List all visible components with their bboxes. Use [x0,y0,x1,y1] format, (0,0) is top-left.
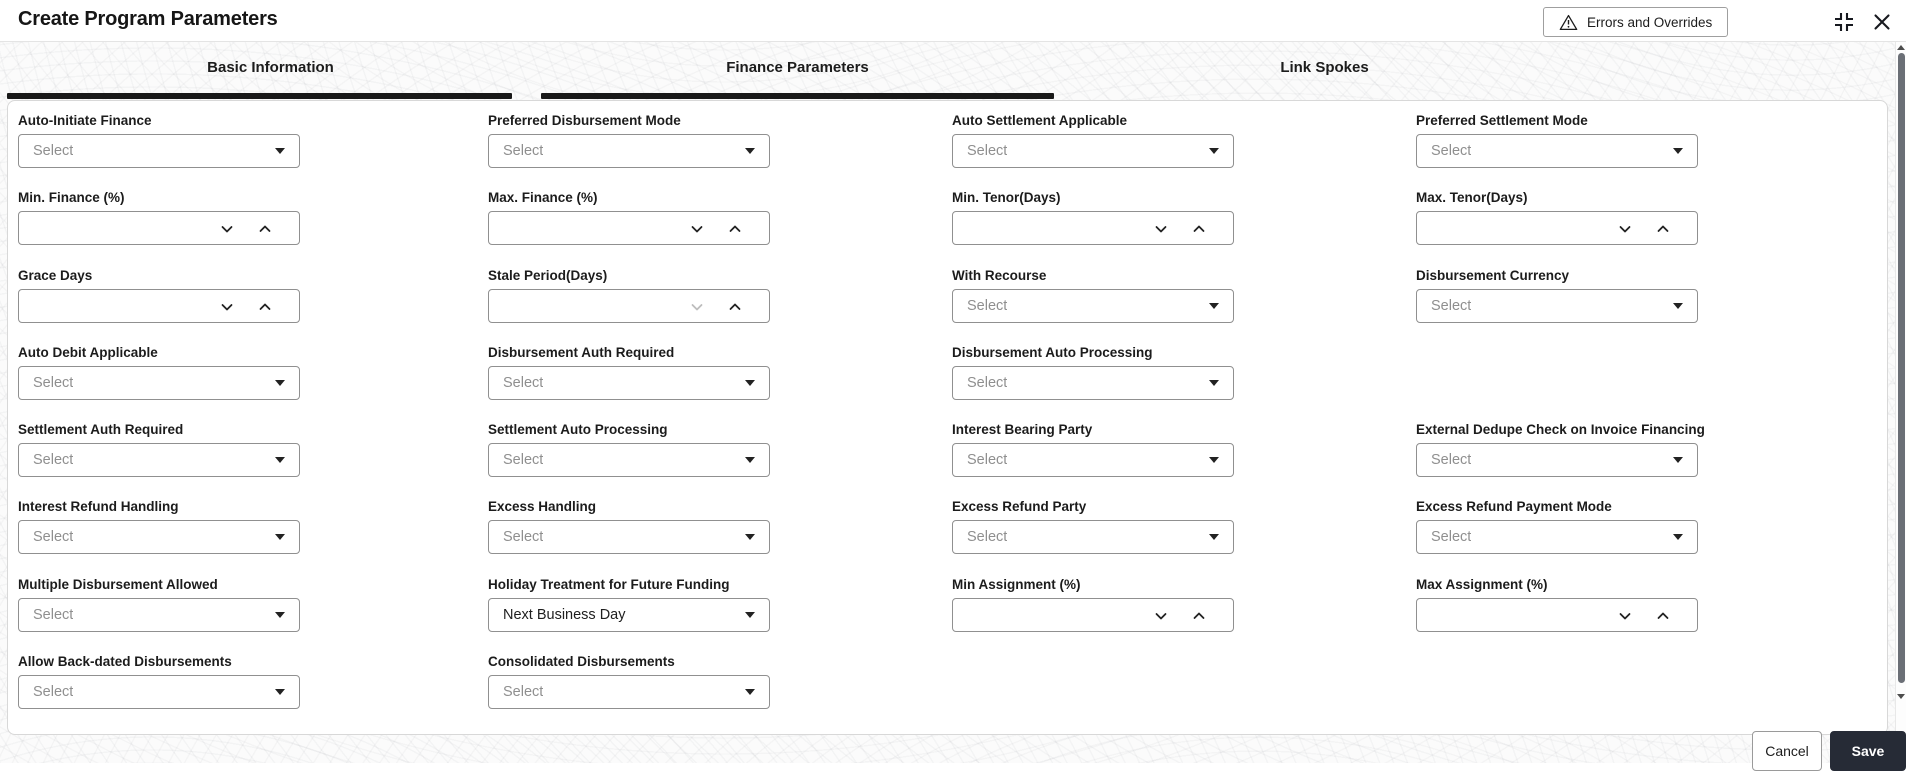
field-label: Max. Finance (%) [488,190,598,206]
spinner-decrement-icon[interactable] [1617,608,1633,624]
select-disbursement-currency[interactable] [1416,289,1698,323]
field-label: Min. Tenor(Days) [952,190,1061,206]
spinner-min-tenor-days[interactable] [952,211,1234,245]
spinner-increment-icon[interactable] [257,299,273,315]
form-field-cell [18,111,488,188]
select-value: Select [967,297,1008,314]
form-field-cell [1416,575,1880,652]
spinner-grace-days[interactable] [18,289,300,323]
dropdown-caret-icon [275,534,285,540]
field-label: With Recourse [952,267,1047,283]
form-field-cell [1416,343,1880,420]
field-label: Interest Refund Handling [18,499,179,515]
form-grid [8,101,1887,729]
dropdown-caret-icon [745,457,755,463]
field-label: Excess Refund Party [952,499,1087,515]
select-excess-handling[interactable] [488,520,770,554]
form-field-cell [488,111,952,188]
select-value: Select [33,606,74,623]
select-value: Select [503,684,544,701]
dropdown-caret-icon [745,534,755,540]
dropdown-caret-icon [275,380,285,386]
select-value: Select [967,374,1008,391]
form-field-cell [1416,266,1880,343]
form-field-cell [488,575,952,652]
select-value: Select [503,529,544,546]
form-field-cell [488,652,952,729]
select-value: Select [33,529,74,546]
form-field-cell [1416,497,1880,574]
form-field-cell [18,343,488,420]
spinner-decrement-icon[interactable] [219,221,235,237]
dropdown-caret-icon [275,457,285,463]
form-field-cell [952,266,1416,343]
spinner-max-finance[interactable] [488,211,770,245]
field-label: Preferred Disbursement Mode [488,113,681,128]
spinner-min-assignment[interactable] [952,598,1234,632]
select-preferred-disbursement-mode[interactable] [488,134,770,168]
form-field-cell [488,188,952,265]
select-auto-initiate-finance[interactable] [18,134,300,168]
spinner-decrement-icon[interactable] [1153,608,1169,624]
spinner-increment-icon[interactable] [1191,608,1207,624]
field-label: Auto Settlement Applicable [952,113,1128,128]
modal-header [0,0,1906,42]
spinner-increment-icon[interactable] [1655,221,1671,237]
wizard-tab-bar [7,42,1588,100]
form-field-cell [1416,652,1880,729]
field-label: Auto Debit Applicable [18,344,158,360]
field-label: Preferred Settlement Mode [1416,113,1588,128]
field-label: Disbursement Currency [1416,267,1570,283]
form-field-cell [952,111,1416,188]
form-field-cell [488,266,952,343]
form-field-cell [952,343,1416,420]
field-label: Disbursement Auto Processing [952,344,1153,360]
form-field-cell [952,188,1416,265]
spinner-increment-icon[interactable] [1655,608,1671,624]
dropdown-caret-icon [745,380,755,386]
close-icon[interactable] [1871,11,1893,33]
dropdown-caret-icon [745,148,755,154]
select-value: Select [33,143,74,159]
spinner-min-finance[interactable] [18,211,300,245]
dropdown-caret-icon [1673,534,1683,540]
select-auto-settlement-applicable[interactable] [952,134,1234,168]
form-field-cell [18,575,488,652]
tab-underline-indicator [7,93,512,99]
select-value: Select [1431,529,1472,546]
select-consolidated-disbursements[interactable] [488,675,770,709]
form-field-cell [1416,420,1880,497]
select-allow-back-dated-disbursements[interactable] [18,675,300,709]
select-holiday-treatment-for-future-funding[interactable] [488,598,770,632]
select-preferred-settlement-mode[interactable] [1416,134,1698,168]
form-field-cell [952,652,1416,729]
select-value: Select [967,452,1008,469]
tab-label: Finance Parameters [726,59,869,76]
field-label: Holiday Treatment for Future Funding [488,576,730,592]
dropdown-caret-icon [275,689,285,695]
select-value: Select [1431,452,1472,469]
spinner-increment-icon[interactable] [727,221,743,237]
field-label: Interest Bearing Party [952,422,1093,438]
field-label: Min Assignment (%) [952,576,1081,592]
field-label: Grace Days [18,267,93,283]
form-field-cell [952,497,1416,574]
field-label: Auto-Initiate Finance [18,113,152,128]
field-label: Max Assignment (%) [1416,576,1548,592]
dropdown-caret-icon [275,148,285,154]
select-disbursement-auto-processing[interactable] [952,366,1234,400]
select-value: Select [503,374,544,391]
tab-basic-information[interactable] [7,42,534,100]
select-settlement-auto-processing[interactable] [488,443,770,477]
form-field-cell [952,420,1416,497]
save-button[interactable]: Save [1830,731,1906,771]
page-title: Create Program Parameters [18,8,278,30]
tab-finance-parameters[interactable] [534,42,1061,100]
dropdown-caret-icon [1209,534,1219,540]
select-value: Select [33,452,74,469]
spinner-decrement-icon[interactable] [689,299,705,315]
select-value: Select [1431,143,1472,159]
field-label: Stale Period(Days) [488,267,608,283]
form-field-cell [488,420,952,497]
field-label: Disbursement Auth Required [488,344,675,360]
errors-and-overrides-label: Errors and Overrides [1587,14,1713,30]
select-value: Select [33,374,74,391]
select-disbursement-auth-required[interactable] [488,366,770,400]
form-field-cell [18,652,488,729]
cancel-button[interactable]: Cancel [1752,731,1822,771]
field-label: Excess Handling [488,499,597,515]
finance-parameters-panel [7,100,1888,735]
select-external-dedupe-check-on-invoice-financing[interactable] [1416,443,1698,477]
errors-and-overrides-button[interactable] [1543,7,1728,37]
spinner-stale-period-days[interactable] [488,289,770,323]
scrollbar-up-arrow-icon[interactable] [1897,45,1905,50]
tab-underline-indicator [541,93,1054,99]
field-label: Max. Tenor(Days) [1416,190,1528,206]
dropdown-caret-icon [1209,457,1219,463]
spinner-increment-icon[interactable] [257,221,273,237]
form-field-cell [18,266,488,343]
spinner-decrement-icon[interactable] [689,221,705,237]
tab-label: Link Spokes [1280,59,1369,76]
select-value: Select [1431,297,1472,314]
collapse-window-icon[interactable] [1833,11,1855,33]
spinner-increment-icon[interactable] [727,299,743,315]
scrollbar-down-arrow-icon[interactable] [1897,694,1905,699]
spinner-decrement-icon[interactable] [1617,221,1633,237]
form-field-cell [488,343,952,420]
spinner-increment-icon[interactable] [1191,221,1207,237]
form-field-cell [952,575,1416,652]
field-label: Excess Refund Payment Mode [1416,499,1612,515]
form-field-cell [1416,111,1880,188]
select-interest-bearing-party[interactable] [952,443,1234,477]
field-label: Consolidated Disbursements [488,654,675,670]
select-interest-refund-handling[interactable] [18,520,300,554]
select-excess-refund-party[interactable] [952,520,1234,554]
form-field-cell [18,188,488,265]
form-field-cell [488,497,952,574]
dropdown-caret-icon [1673,148,1683,154]
form-field-cell [18,420,488,497]
dropdown-caret-icon [1209,148,1219,154]
select-excess-refund-payment-mode[interactable] [1416,520,1698,554]
field-label: External Dedupe Check on Invoice Financing [1416,422,1705,438]
field-label: Min. Finance (%) [18,190,125,206]
select-value: Select [967,529,1008,546]
select-settlement-auth-required[interactable] [18,443,300,477]
dropdown-caret-icon [745,689,755,695]
select-with-recourse[interactable] [952,289,1234,323]
field-label: Allow Back-dated Disbursements [18,654,232,670]
spinner-max-tenor-days[interactable] [1416,211,1698,245]
field-label: Settlement Auth Required [18,422,184,438]
select-value: Select [503,143,544,159]
vertical-scrollbar[interactable] [1895,42,1906,763]
select-value: Select [33,684,74,701]
field-label: Settlement Auto Processing [488,422,668,438]
dropdown-caret-icon [1673,303,1683,309]
select-value: Select [967,143,1008,159]
dropdown-caret-icon [275,612,285,618]
scrollbar-thumb[interactable] [1898,53,1905,683]
field-label: Multiple Disbursement Allowed [18,576,218,592]
select-value: Next Business Day [503,606,626,623]
dropdown-caret-icon [1209,380,1219,386]
select-value: Select [503,452,544,469]
tab-link-spokes[interactable] [1061,42,1588,100]
warning-triangle-icon [1559,14,1578,31]
select-auto-debit-applicable[interactable] [18,366,300,400]
dropdown-caret-icon [745,612,755,618]
spinner-decrement-icon[interactable] [219,299,235,315]
dropdown-caret-icon [1209,303,1219,309]
tab-label: Basic Information [207,59,334,76]
select-multiple-disbursement-allowed[interactable] [18,598,300,632]
spinner-decrement-icon[interactable] [1153,221,1169,237]
form-field-cell [1416,188,1880,265]
spinner-max-assignment[interactable] [1416,598,1698,632]
dropdown-caret-icon [1673,457,1683,463]
form-field-cell [18,497,488,574]
